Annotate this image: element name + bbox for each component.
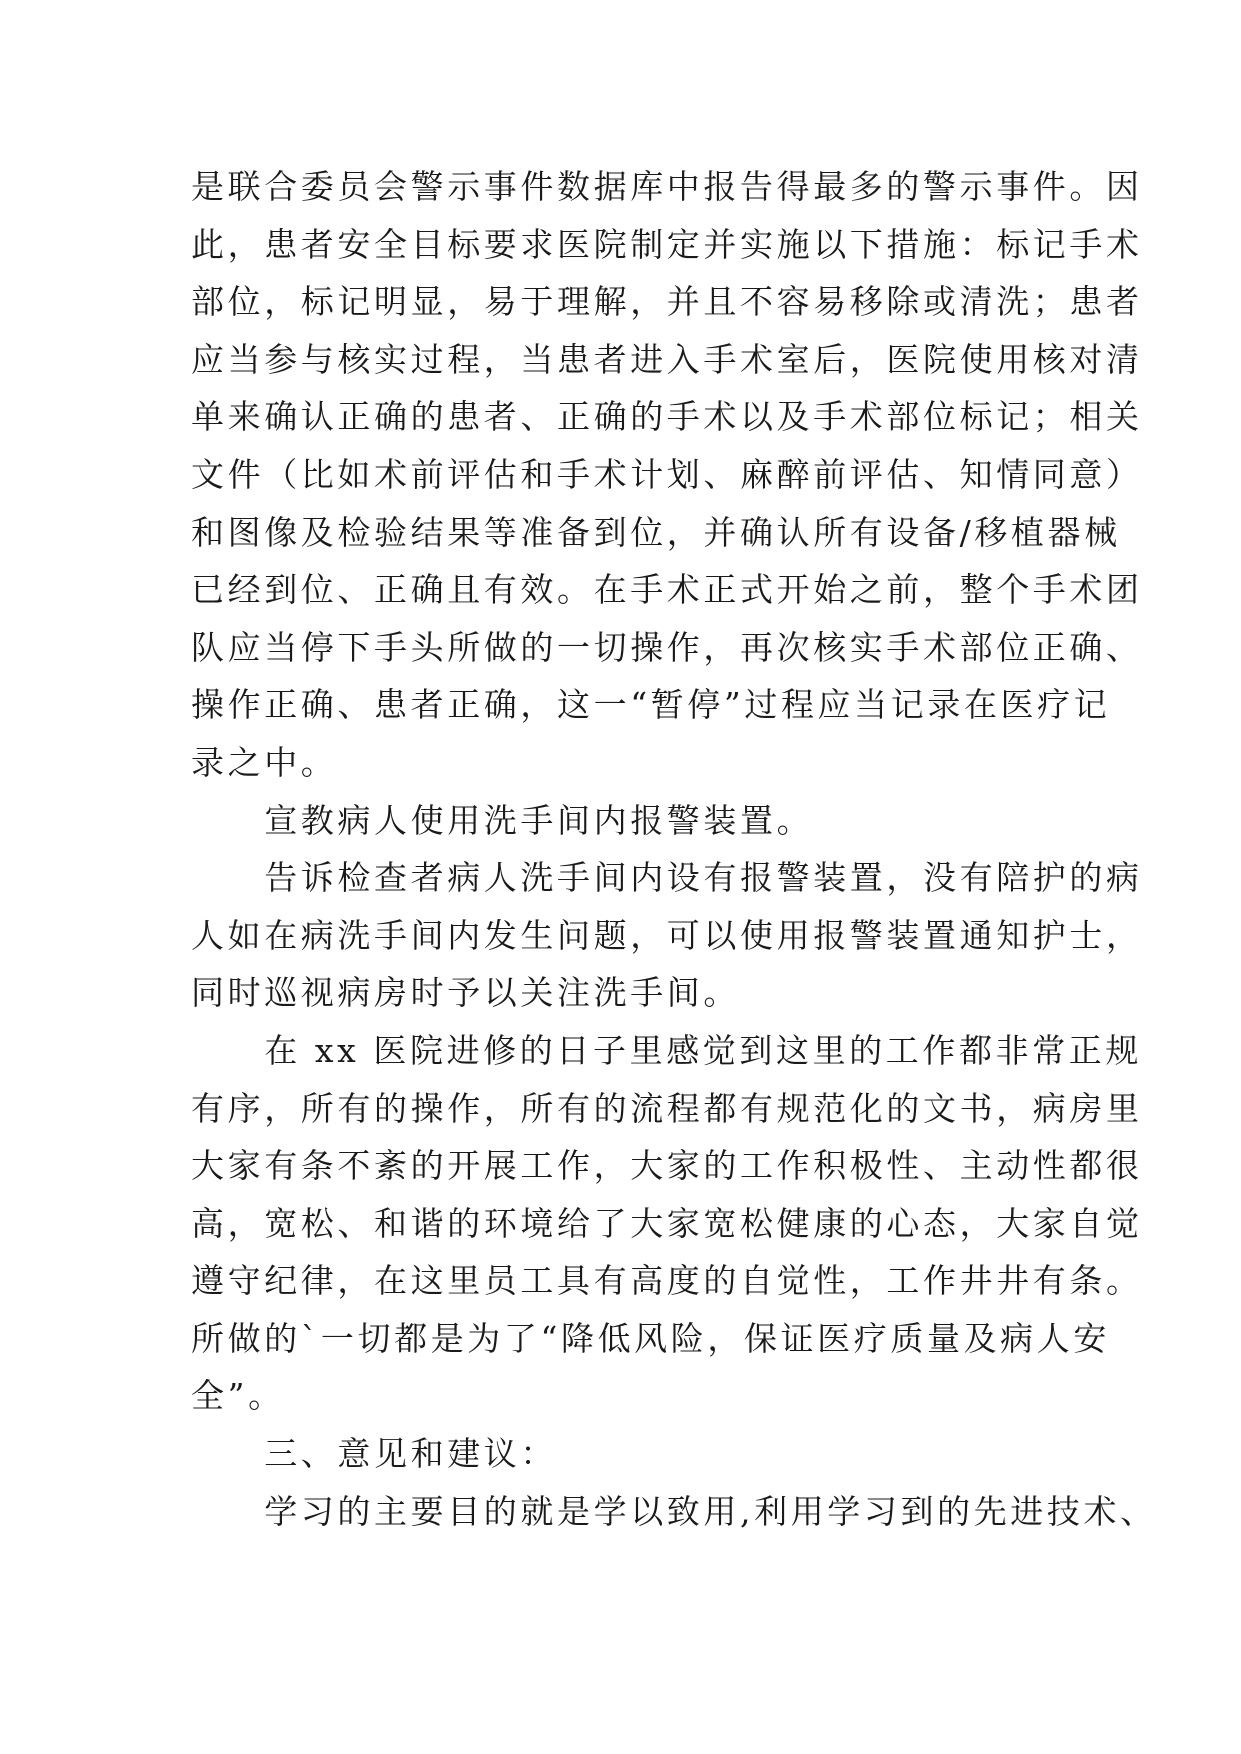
text-line: 和图像及检验结果等准备到位，并确认所有设备/移植器械 <box>191 512 1121 552</box>
text-line: 有序，所有的操作，所有的流程都有规范化的文书，病房里 <box>191 1088 1143 1128</box>
text-line: 大家有条不紊的开展工作，大家的工作积极性、主动性都很 <box>191 1146 1143 1186</box>
text-line: 所做的`一切都是为了“降低风险，保证医疗质量及病人安 <box>191 1318 1110 1358</box>
text-line: 部位，标记明显，易于理解，并且不容易移除或清洗；患者 <box>191 282 1143 322</box>
text-line: 此，患者安全目标要求医院制定并实施以下措施：标记手术 <box>191 224 1143 264</box>
body-text <box>191 158 1157 1540</box>
paragraph-first-line: 宣教病人使用洗手间内报警装置。 <box>191 800 814 840</box>
text-line: 高，宽松、和谐的环境给了大家宽松健康的心态，大家自觉 <box>191 1203 1143 1243</box>
text-line: 同时巡视病房时予以关注洗手间。 <box>191 973 740 1013</box>
text-line: 是联合委员会警示事件数据库中报告得最多的警示事件。因 <box>191 167 1143 206</box>
paragraph-first-line: 在 xx 医院进修的日子里感觉到这里的工作都非常正规 <box>191 1030 1143 1070</box>
text-line: 人如在病洗手间内发生问题，可以使用报警装置通知护士， <box>191 915 1143 955</box>
section-heading: 三、意见和建议： <box>191 1434 557 1474</box>
text-line: 已经到位、正确且有效。在手术正式开始之前，整个手术团 <box>191 570 1143 610</box>
text-line: 队应当停下手头所做的一切操作，再次核实手术部位正确、 <box>191 627 1143 667</box>
text-line: 文件（比如术前评估和手术计划、麻醉前评估、知情同意） <box>191 454 1143 494</box>
text-line: 全”。 <box>191 1376 285 1416</box>
text-line: 单来确认正确的患者、正确的手术以及手术部位标记；相关 <box>191 397 1143 437</box>
text-line: 操作正确、患者正确，这一“暂停”过程应当记录在医疗记 <box>191 685 1111 725</box>
text-line: 录之中。 <box>191 742 338 782</box>
text-line: 遵守纪律，在这里员工具有高度的自觉性，工作井井有条。 <box>191 1261 1143 1301</box>
text-line: 应当参与核实过程，当患者进入手术室后，医院使用核对清 <box>191 339 1143 379</box>
paragraph-first-line: 告诉检查者病人洗手间内设有报警装置，没有陪护的病 <box>191 858 1143 898</box>
paragraph-first-line: 学习的主要目的就是学以致用,利用学习到的先进技术、 <box>191 1491 1157 1531</box>
